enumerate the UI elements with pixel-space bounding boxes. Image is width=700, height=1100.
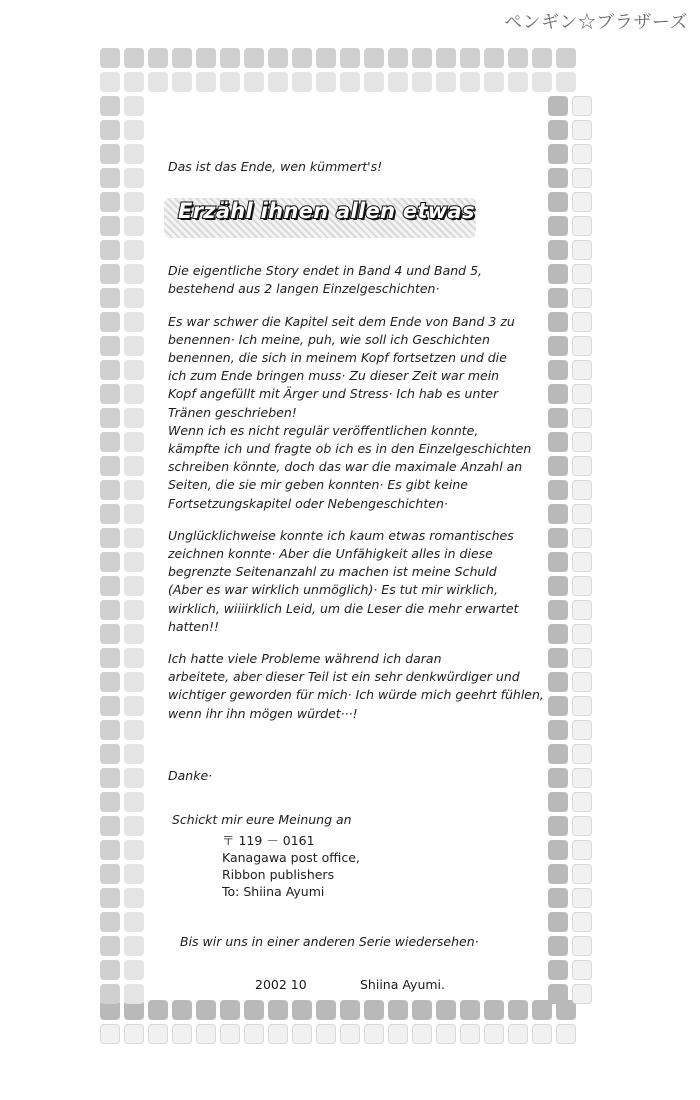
border-tile [100, 672, 120, 692]
border-tile [124, 936, 144, 956]
border-tile [172, 1024, 192, 1044]
series-title-jp: ペンギン☆ブラザーズ [504, 12, 688, 33]
border-tile [100, 360, 120, 380]
border-tile [484, 72, 504, 92]
border-tile [508, 48, 528, 68]
border-tile [124, 720, 144, 740]
border-tile [124, 864, 144, 884]
border-tile [124, 240, 144, 260]
border-tile [124, 840, 144, 860]
border-tile [572, 312, 592, 332]
afterword-text [168, 158, 568, 829]
border-tile [548, 840, 568, 860]
border-tile [220, 1024, 240, 1044]
border-tile [572, 192, 592, 212]
border-tile [100, 552, 120, 572]
border-tile [572, 696, 592, 716]
border-tile [124, 96, 144, 116]
border-tile [124, 816, 144, 836]
border-tile [572, 96, 592, 116]
border-tile [548, 96, 568, 116]
border-tile [100, 192, 120, 212]
border-tile [124, 960, 144, 980]
paragraph: Ich hatte viele Probleme während ich daran arbeitete, aber dieser Teil ist ein sehr denkwürdiger und wichtiger geworden für mich· Ich würde mich geehrt fühlen, wenn ihr ihn mögen würdet···! [168, 651, 544, 721]
border-tile [436, 48, 456, 68]
border-tile [100, 408, 120, 428]
border-tile [100, 288, 120, 308]
border-tile [172, 1000, 192, 1020]
section-banner [164, 194, 476, 240]
border-tile [124, 744, 144, 764]
border-tile [124, 576, 144, 596]
border-tile [124, 768, 144, 788]
border-tile [572, 648, 592, 668]
border-tile [340, 1000, 360, 1020]
border-tile [124, 216, 144, 236]
border-tile [268, 1024, 288, 1044]
border-tile [572, 744, 592, 764]
border-tile [508, 1024, 528, 1044]
border-tile [388, 48, 408, 68]
border-tile [316, 72, 336, 92]
border-tile [340, 1024, 360, 1044]
border-tile [100, 720, 120, 740]
border-tile [148, 48, 168, 68]
border-tile [412, 1024, 432, 1044]
border-tile [572, 336, 592, 356]
border-tile [572, 240, 592, 260]
border-tile [100, 528, 120, 548]
border-tile [572, 120, 592, 140]
border-tile [548, 120, 568, 140]
border-tile [316, 1024, 336, 1044]
border-tile [548, 912, 568, 932]
border-tile [572, 816, 592, 836]
border-tile [572, 672, 592, 692]
border-tile [572, 288, 592, 308]
border-tile [100, 120, 120, 140]
border-tile [412, 72, 432, 92]
border-tile [124, 912, 144, 932]
border-tile [388, 72, 408, 92]
border-tile [572, 144, 592, 164]
border-tile [460, 48, 480, 68]
border-tile [572, 912, 592, 932]
border-tile [548, 864, 568, 884]
border-tile [124, 144, 144, 164]
border-tile [124, 792, 144, 812]
border-tile [340, 48, 360, 68]
border-tile [124, 624, 144, 644]
border-tile [316, 48, 336, 68]
border-tile [556, 72, 576, 92]
border-tile [460, 72, 480, 92]
border-tile [316, 1000, 336, 1020]
border-tile [532, 1024, 552, 1044]
border-tile [100, 168, 120, 188]
border-tile [100, 600, 120, 620]
border-tile [100, 480, 120, 500]
border-tile [436, 1024, 456, 1044]
farewell-line: Bis wir uns in einer anderen Serie wiedersehen· [180, 934, 479, 949]
border-tile [100, 840, 120, 860]
border-tile [100, 432, 120, 452]
border-tile [124, 288, 144, 308]
border-tile [572, 864, 592, 884]
border-tile [100, 624, 120, 644]
address-line: Kanagawa post office, [222, 850, 360, 865]
border-tile [148, 1000, 168, 1020]
border-tile [124, 120, 144, 140]
postal-code: 〒 119 － 0161 [222, 833, 315, 848]
border-tile [556, 1024, 576, 1044]
border-tile [124, 360, 144, 380]
border-tile [100, 576, 120, 596]
border-tile [364, 1000, 384, 1020]
border-tile [436, 1000, 456, 1020]
border-tile [124, 48, 144, 68]
border-tile [100, 792, 120, 812]
banner-title: Erzähl ihnen allen etwas [178, 199, 475, 224]
border-tile [572, 528, 592, 548]
border-tile [572, 480, 592, 500]
mailing-address [222, 832, 360, 900]
border-tile [292, 1000, 312, 1020]
border-tile [548, 888, 568, 908]
address-recipient: To: Shiina Ayumi [222, 884, 325, 899]
border-tile [124, 336, 144, 356]
border-tile [220, 72, 240, 92]
border-tile [100, 960, 120, 980]
border-tile [548, 936, 568, 956]
border-tile [220, 1000, 240, 1020]
border-tile [124, 192, 144, 212]
border-tile [220, 48, 240, 68]
border-tile [572, 960, 592, 980]
border-tile [572, 264, 592, 284]
border-tile [100, 96, 120, 116]
border-tile [100, 456, 120, 476]
border-tile [436, 72, 456, 92]
send-opinion-line: Schickt mir eure Meinung an [172, 812, 352, 828]
border-tile [100, 48, 120, 68]
border-tile [572, 168, 592, 188]
border-tile [572, 408, 592, 428]
border-tile [508, 72, 528, 92]
border-tile [100, 648, 120, 668]
border-tile [196, 1024, 216, 1044]
border-tile [572, 624, 592, 644]
border-tile [460, 1024, 480, 1044]
border-tile [572, 384, 592, 404]
border-tile [572, 768, 592, 788]
border-tile [124, 456, 144, 476]
border-tile [484, 48, 504, 68]
border-tile [100, 768, 120, 788]
border-tile [124, 432, 144, 452]
border-tile [532, 48, 552, 68]
border-tile [100, 72, 120, 92]
border-tile [100, 240, 120, 260]
border-tile [124, 504, 144, 524]
border-tile [412, 48, 432, 68]
border-tile [572, 936, 592, 956]
border-tile [572, 720, 592, 740]
border-tile [572, 216, 592, 236]
border-tile [268, 72, 288, 92]
border-tile [124, 408, 144, 428]
thanks-line: Danke· [168, 767, 213, 783]
border-tile [292, 48, 312, 68]
border-tile [460, 1000, 480, 1020]
border-tile [100, 336, 120, 356]
border-tile [244, 72, 264, 92]
border-tile [100, 912, 120, 932]
border-tile [172, 48, 192, 68]
border-tile [484, 1000, 504, 1020]
paragraph: Es war schwer die Kapitel seit dem Ende von Band 3 zu benennen· Ich meine, puh, wie soll ich Geschichten benennen, die sich in meinem Kopf fortsetzen und die ich zum Ende bringen muss· Zu dieser Zeit war mein Kopf angefüllt mit Ärger und Stress· Ich hab es unter Tränen geschrieben! Wenn ich es nicht regulär veröffentlichen konnte, kämpfte ich und fragte ob ich es in den Einzelgeschichten schreiben könnte, doch das war die maximale Anzahl an Seiten, die sie mir geben konnten· Es gibt keine Fortsetzungskapitel oder Nebengeschichten· [168, 313, 532, 511]
border-tile [196, 72, 216, 92]
border-tile [124, 672, 144, 692]
border-tile [244, 1000, 264, 1020]
border-tile [124, 552, 144, 572]
border-tile [100, 888, 120, 908]
border-tile [100, 312, 120, 332]
border-tile [124, 168, 144, 188]
border-tile [572, 576, 592, 596]
border-tile [572, 600, 592, 620]
border-tile [100, 984, 120, 1004]
border-tile [572, 888, 592, 908]
border-tile [388, 1000, 408, 1020]
border-tile [572, 504, 592, 524]
border-tile [292, 1024, 312, 1044]
border-tile [148, 72, 168, 92]
border-tile [244, 48, 264, 68]
border-tile [196, 48, 216, 68]
border-tile [124, 648, 144, 668]
border-tile [364, 1024, 384, 1044]
border-tile [148, 1024, 168, 1044]
border-tile [124, 984, 144, 1004]
border-tile [124, 384, 144, 404]
border-tile [100, 936, 120, 956]
border-tile [484, 1024, 504, 1044]
border-tile [364, 48, 384, 68]
signature-date: 2002 10 [255, 977, 307, 992]
border-tile [572, 840, 592, 860]
border-tile [572, 360, 592, 380]
border-tile [100, 696, 120, 716]
border-tile [572, 552, 592, 572]
border-tile [100, 384, 120, 404]
border-tile [124, 528, 144, 548]
border-tile [388, 1024, 408, 1044]
border-tile [124, 696, 144, 716]
border-tile [100, 216, 120, 236]
border-tile [100, 144, 120, 164]
border-tile [124, 600, 144, 620]
intro-line: Das ist das Ende, wen kümmert's! [168, 159, 383, 174]
border-tile [124, 480, 144, 500]
border-tile [196, 1000, 216, 1020]
border-tile [100, 744, 120, 764]
border-tile [172, 72, 192, 92]
border-tile [124, 1024, 144, 1044]
border-tile [124, 312, 144, 332]
border-tile [572, 984, 592, 1004]
border-tile [364, 72, 384, 92]
border-tile [292, 72, 312, 92]
paragraph: Die eigentliche Story endet in Band 4 und Band 5, bestehend aus 2 langen Einzelgeschichten· [168, 263, 482, 297]
border-tile [572, 792, 592, 812]
border-tile [508, 1000, 528, 1020]
border-tile [572, 456, 592, 476]
border-tile [532, 72, 552, 92]
border-tile [100, 864, 120, 884]
border-tile [340, 72, 360, 92]
border-tile [100, 504, 120, 524]
signature-name: Shiina Ayumi. [360, 977, 446, 992]
border-tile [548, 960, 568, 980]
border-tile [412, 1000, 432, 1020]
border-tile [100, 264, 120, 284]
border-tile [244, 1024, 264, 1044]
border-tile [124, 72, 144, 92]
border-tile [100, 816, 120, 836]
border-tile [100, 1024, 120, 1044]
border-tile [572, 432, 592, 452]
border-tile [268, 1000, 288, 1020]
address-line: Ribbon publishers [222, 867, 335, 882]
border-tile [556, 48, 576, 68]
border-tile [124, 888, 144, 908]
border-tile [124, 264, 144, 284]
paragraph: Unglücklichweise konnte ich kaum etwas romantisches zeichnen konnte· Aber die Unfähigkeit alles in diese begrenzte Seitenanzahl zu machen ist meine Schuld (Aber es war wirklich unmöglich)· Es tut mir wirklich, wirklich, wiiiirklich Leid, um die Leser die mehr erwartet hatten!! [168, 527, 519, 634]
border-tile [548, 984, 568, 1004]
border-tile [268, 48, 288, 68]
